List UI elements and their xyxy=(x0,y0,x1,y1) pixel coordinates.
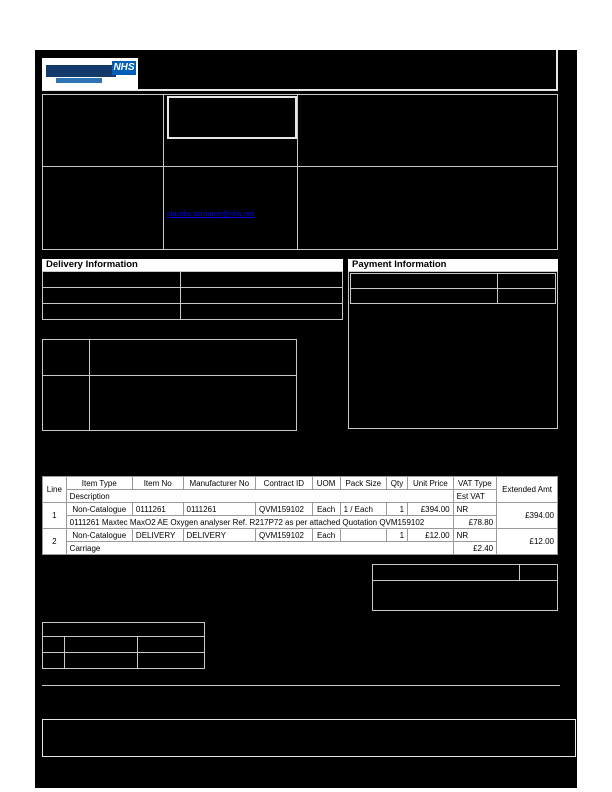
col-extended-amt-header: Extended Amt xyxy=(497,477,558,503)
totals-box xyxy=(372,564,558,611)
description-cell: Carriage xyxy=(66,542,453,555)
totals-divider xyxy=(519,564,520,580)
line-number: 2 xyxy=(43,529,67,555)
table-row-description xyxy=(43,516,558,529)
vat-type-cell: NR xyxy=(453,529,497,542)
qty-cell: 1 xyxy=(386,529,407,542)
pack-size-cell xyxy=(340,529,386,542)
table-header-row xyxy=(43,477,558,490)
approval-col-divider xyxy=(64,636,65,669)
logo-band xyxy=(46,65,116,77)
line-items-table xyxy=(42,476,558,555)
address-box xyxy=(167,96,297,139)
table-row-description xyxy=(43,542,558,555)
approval-row-divider xyxy=(42,636,205,637)
footer-box xyxy=(42,719,576,757)
payment-col-divider xyxy=(497,273,498,304)
delivery-info-table xyxy=(42,271,343,320)
uom-cell: Each xyxy=(312,529,340,542)
table-row xyxy=(43,503,558,516)
col-manufacturer-no-header: Manufacturer No xyxy=(183,477,256,490)
item-type-cell: Non-Catalogue xyxy=(66,529,132,542)
vat-type-cell: NR xyxy=(453,503,497,516)
payment-row-divider xyxy=(350,288,556,289)
supplier-email-link[interactable]: claudia.surname@nhs.net xyxy=(167,209,255,218)
contract-id-cell: QVM159102 xyxy=(256,503,313,516)
grid-divider xyxy=(42,166,558,167)
approval-col-divider xyxy=(137,636,138,669)
col-unit-price-header: Unit Price xyxy=(408,477,453,490)
delivery-row-divider xyxy=(42,303,343,304)
qty-cell: 1 xyxy=(386,503,407,516)
col-line-header: Line xyxy=(43,477,67,503)
manufacturer-no-cell: DELIVERY xyxy=(183,529,256,542)
uom-cell: Each xyxy=(312,503,340,516)
table-row xyxy=(43,529,558,542)
payment-info-title: Payment Information xyxy=(348,259,558,271)
pack-size-cell: 1 / Each xyxy=(340,503,386,516)
grid-divider xyxy=(163,94,164,250)
notes-box xyxy=(42,339,297,431)
item-no-cell: 0111261 xyxy=(132,503,183,516)
manufacturer-no-cell: 0111261 xyxy=(183,503,256,516)
grid-divider xyxy=(297,94,298,250)
approval-table xyxy=(42,622,205,669)
totals-divider xyxy=(372,580,558,581)
unit-price-cell: £394.00 xyxy=(408,503,453,516)
table-subheader-row xyxy=(43,490,558,503)
col-qty-header: Qty xyxy=(386,477,407,490)
col-item-type-header: Item Type xyxy=(66,477,132,490)
col-uom-header: UOM xyxy=(312,477,340,490)
col-est-vat-header: Est VAT xyxy=(453,490,497,503)
notes-divider xyxy=(42,375,297,376)
item-type-cell: Non-Catalogue xyxy=(66,503,132,516)
col-contract-id-header: Contract ID xyxy=(256,477,313,490)
item-no-cell: DELIVERY xyxy=(132,529,183,542)
unit-price-cell: £12.00 xyxy=(408,529,453,542)
delivery-col-divider xyxy=(180,271,181,320)
nhs-logo-text: NHS xyxy=(113,62,135,73)
col-vat-type-header: VAT Type xyxy=(453,477,497,490)
line-number: 1 xyxy=(43,503,67,529)
col-item-no-header: Item No xyxy=(132,477,183,490)
col-description-header: Description xyxy=(66,490,453,503)
nhs-logo xyxy=(42,58,138,90)
approval-row-divider xyxy=(42,652,205,653)
notes-divider xyxy=(89,339,90,431)
col-pack-size-header: Pack Size xyxy=(340,477,386,490)
delivery-info-title: Delivery Information xyxy=(42,259,343,271)
description-cell: 0111261 Maxtec MaxO2 AE Oxygen analyser Ref. R217P72 as per attached Quotation QVM159102 xyxy=(66,516,453,529)
contract-id-cell: QVM159102 xyxy=(256,529,313,542)
est-vat-cell: £2.40 xyxy=(453,542,497,555)
logo-subband xyxy=(56,78,102,83)
footer-divider xyxy=(42,685,560,686)
est-vat-cell: £78.80 xyxy=(453,516,497,529)
extended-amt-cell: £12.00 xyxy=(497,529,558,555)
delivery-row-divider xyxy=(42,287,343,288)
extended-amt-cell: £394.00 xyxy=(497,503,558,529)
order-info-grid xyxy=(42,94,558,250)
